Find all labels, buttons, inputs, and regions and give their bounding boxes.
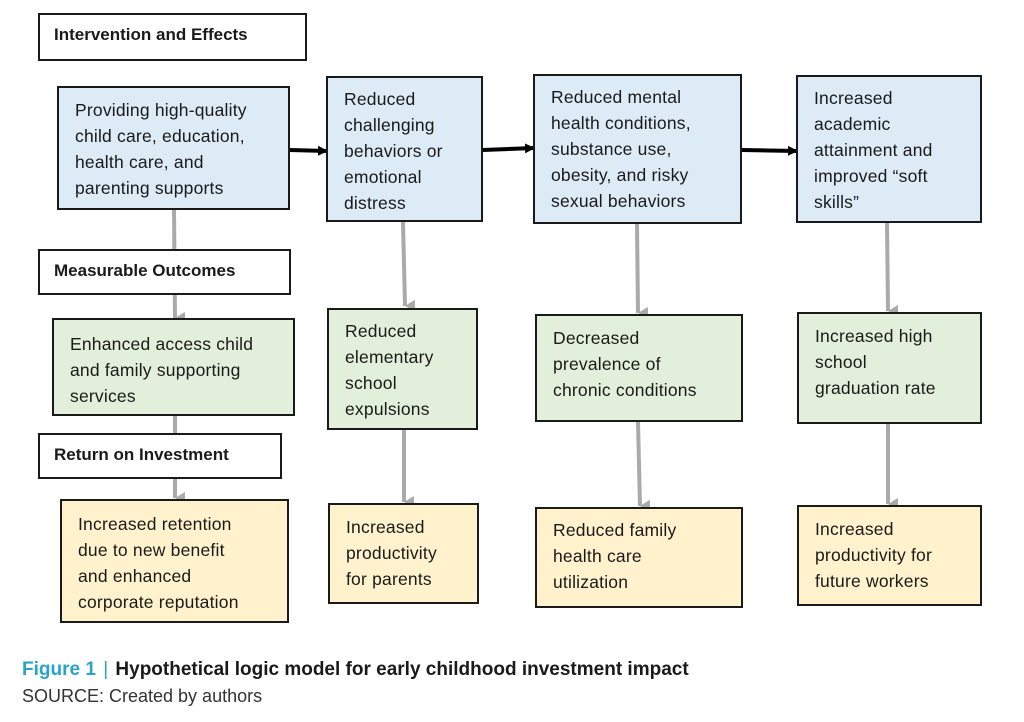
outcome-line: prevalence of (553, 354, 661, 374)
effect-line: emotional (344, 167, 422, 187)
outcome-line: school (345, 373, 397, 393)
caption-separator: | (103, 659, 109, 680)
roi-line: due to new benefit (78, 540, 225, 560)
roi-line: utilization (553, 572, 629, 592)
outcome-line: services (70, 386, 136, 406)
roi-line: productivity for (815, 545, 932, 565)
section-label-roi: Return on Investment (38, 433, 282, 479)
effect-line: substance use, (551, 139, 672, 159)
outcome-line: Increased high (815, 326, 933, 346)
effect-line: health care, and (75, 152, 204, 172)
roi-line: future workers (815, 571, 929, 591)
effect-line: parenting supports (75, 178, 224, 198)
effect-line: Reduced mental (551, 87, 682, 107)
roi-line: Reduced family (553, 520, 677, 540)
outcome-line: school (815, 352, 867, 372)
effect-box-providing-supports (57, 86, 290, 210)
effect-line: skills” (814, 192, 860, 212)
roi-box-health-care-utilization (535, 507, 743, 608)
effect-line: behaviors or (344, 141, 443, 161)
figure-source: SOURCE: Created by authors (22, 686, 263, 706)
arrow-col4-effect-to-outcome (887, 223, 888, 311)
effect-line: attainment and (814, 140, 933, 160)
outcome-line: expulsions (345, 399, 430, 419)
arrow-col3-effect-to-outcome (637, 224, 638, 313)
effect-line: distress (344, 193, 406, 213)
roi-line: productivity (346, 543, 437, 563)
effect-line: child care, education, (75, 126, 245, 146)
arrow-col2-effect-to-outcome (403, 222, 405, 306)
roi-line: health care (553, 546, 642, 566)
effect-line: sexual behaviors (551, 191, 686, 211)
outcome-line: Decreased (553, 328, 640, 348)
effect-box-reduced-conditions (533, 74, 742, 224)
effect-box-academic-attainment (796, 75, 982, 223)
effect-line: Reduced (344, 89, 416, 109)
effect-line: Providing high-quality (75, 100, 247, 120)
roi-line: and enhanced (78, 566, 192, 586)
effect-line: academic (814, 114, 891, 134)
outcome-line: graduation rate (815, 378, 936, 398)
arrow-effect-2-to-3 (483, 148, 534, 150)
roi-line: Increased retention (78, 514, 232, 534)
effect-box-reduced-behaviors (326, 76, 483, 222)
outcome-box-enhanced-access (52, 318, 295, 416)
section-label-outcomes: Measurable Outcomes (38, 249, 291, 295)
outcome-box-reduced-expulsions (327, 308, 478, 430)
roi-box-parent-productivity (328, 503, 479, 604)
figure-title: Hypothetical logic model for early childhood investment impact (115, 659, 689, 680)
outcome-line: Enhanced access child (70, 334, 254, 354)
effect-line: challenging (344, 115, 435, 135)
figure-caption (22, 657, 689, 683)
arrow-col3-outcome-to-roi (638, 422, 640, 506)
section-label-intervention: Intervention and Effects (38, 13, 307, 61)
outcome-box-chronic-conditions (535, 314, 743, 422)
roi-box-increased-retention (60, 499, 289, 623)
outcome-box-graduation-rate (797, 312, 982, 424)
roi-line: Increased (346, 517, 425, 537)
outcome-line: chronic conditions (553, 380, 697, 400)
effect-line: health conditions, (551, 113, 691, 133)
outcome-line: and family supporting (70, 360, 241, 380)
roi-line: Increased (815, 519, 894, 539)
effect-line: obesity, and risky (551, 165, 689, 185)
arrow-effect-3-to-4 (742, 150, 797, 151)
roi-line: corporate reputation (78, 592, 239, 612)
effect-line: improved “soft (814, 166, 928, 186)
arrow-effect-1-to-2 (290, 150, 327, 151)
effect-line: Increased (814, 88, 893, 108)
figure-number: Figure 1 (22, 659, 96, 680)
outcome-line: elementary (345, 347, 434, 367)
roi-line: for parents (346, 569, 432, 589)
outcome-line: Reduced (345, 321, 417, 341)
roi-box-future-productivity (797, 505, 982, 606)
